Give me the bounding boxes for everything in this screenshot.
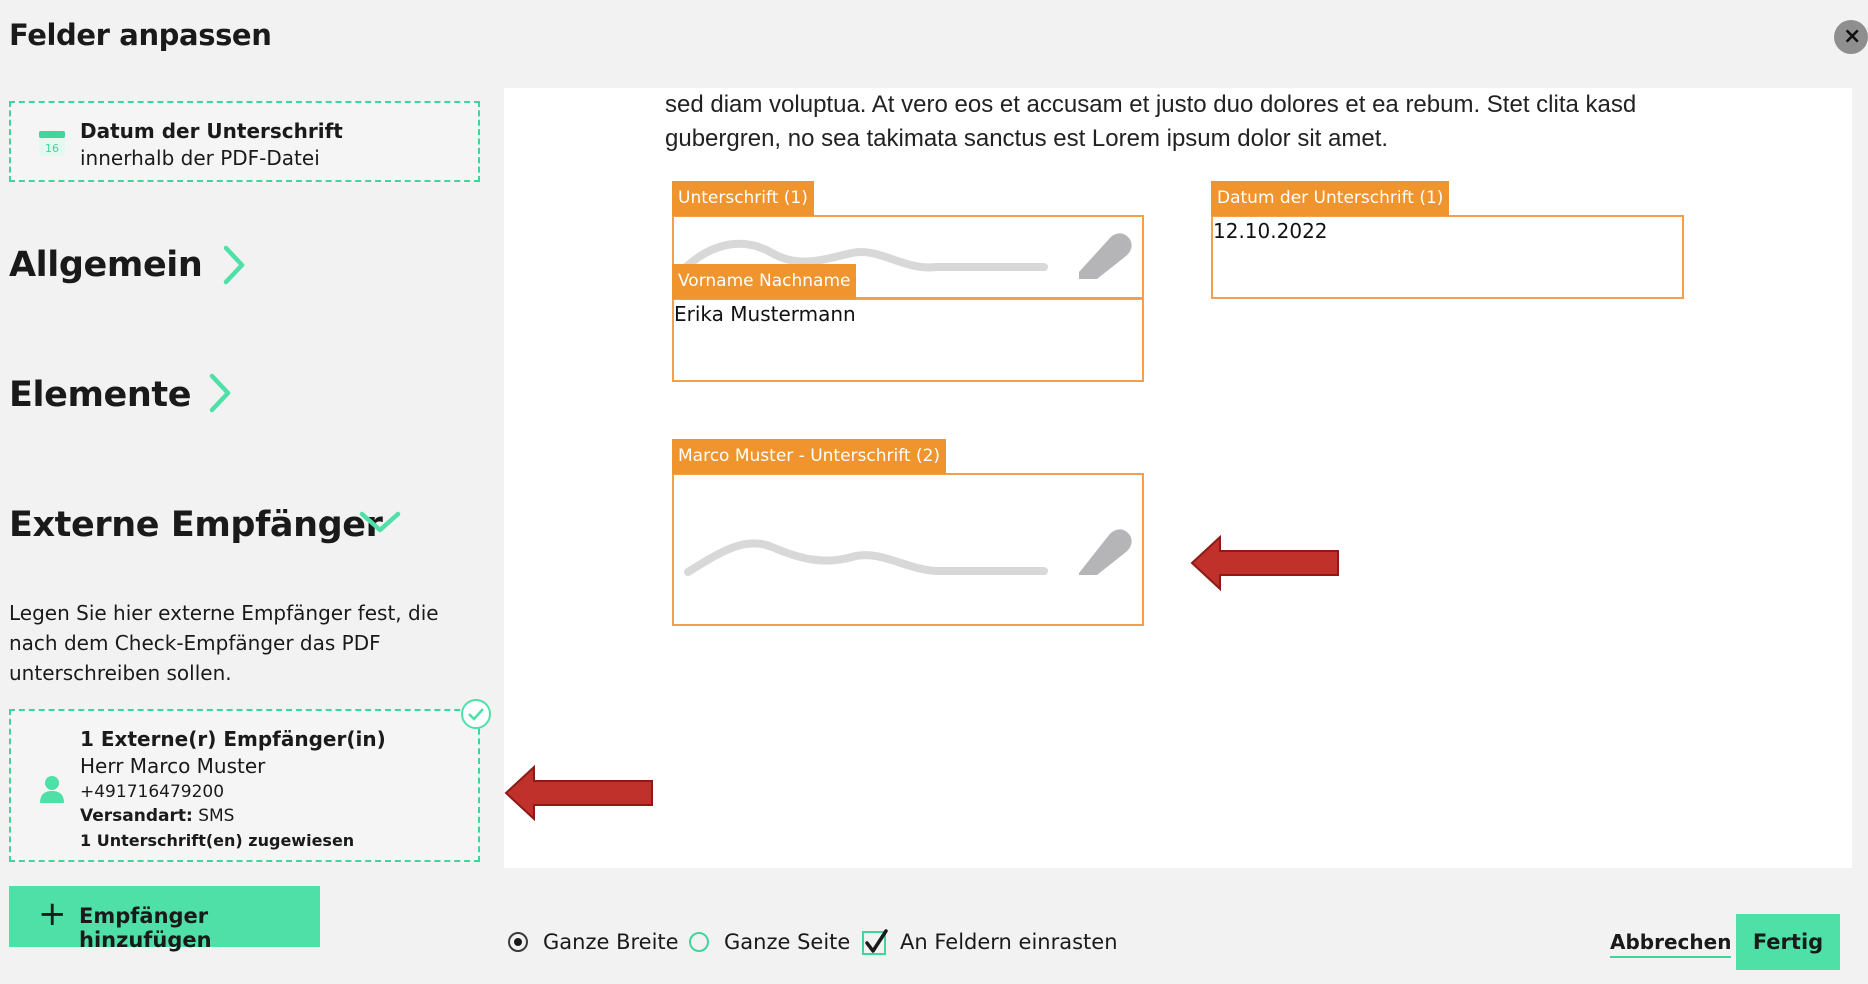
calendar-icon xyxy=(38,129,66,157)
person-icon xyxy=(38,774,66,804)
delivery-label: Versandart: xyxy=(80,806,193,826)
recipient-phone: +491716479200 xyxy=(80,782,225,802)
external-recipients-description: Legen Sie hier externe Empfänger fest, die nach dem Check-Empfänger das PDF unterschreiben sollen. xyxy=(9,601,439,685)
close-icon[interactable]: × xyxy=(1834,20,1868,54)
recipient-assigned: 1 Unterschrift(en) zugewiesen xyxy=(80,831,355,850)
signature-placeholder-icon xyxy=(674,475,1142,624)
delivery-value: SMS xyxy=(198,806,235,826)
chevron-down-icon[interactable] xyxy=(358,508,402,536)
signature-field-1-label[interactable]: Unterschrift (1) xyxy=(672,181,814,216)
dialog-title: Felder anpassen xyxy=(9,18,272,52)
recipient-delivery xyxy=(80,806,234,826)
name-field-value: Erika Mustermann xyxy=(674,302,856,326)
annotation-arrow-left-icon xyxy=(1190,533,1342,593)
done-button[interactable]: Fertig xyxy=(1736,914,1840,970)
document-preview[interactable] xyxy=(504,88,1852,868)
annotation-arrow-left-icon xyxy=(504,763,656,823)
date-field-label[interactable]: Datum der Unterschrift (1) xyxy=(1211,181,1449,216)
name-field-label[interactable]: Vorname Nachname xyxy=(672,264,856,299)
document-text: sed diam voluptua. At vero eos et accusam et justo duo dolores et ea rebum. Stet clita kasd gubergren, no sea takimata sanctus est Lorem ipsum dolor sit amet. xyxy=(665,91,1637,152)
section-allgemein[interactable]: Allgemein xyxy=(9,245,203,285)
chevron-right-icon[interactable] xyxy=(206,372,234,414)
date-element-card[interactable] xyxy=(9,101,480,182)
date-card-subtitle: innerhalb der PDF-Datei xyxy=(80,146,320,170)
plus-icon: + xyxy=(38,894,67,934)
add-recipient-label: Empfänger hinzufügen xyxy=(79,904,212,952)
checkmark-icon xyxy=(862,927,890,957)
section-externe-empfaenger[interactable]: Externe Empfänger xyxy=(9,505,383,545)
date-field-value: 12.10.2022 xyxy=(1213,219,1328,243)
signature-field-2[interactable] xyxy=(672,473,1144,626)
snap-to-fields-checkbox[interactable] xyxy=(862,931,886,955)
date-card-title: Datum der Unterschrift xyxy=(80,119,343,143)
recipient-card[interactable] xyxy=(9,709,480,862)
recipient-name: Herr Marco Muster xyxy=(80,754,266,778)
snap-to-fields-label[interactable]: An Feldern einrasten xyxy=(900,930,1118,954)
option-full-width-label[interactable]: Ganze Breite xyxy=(543,930,679,954)
add-recipient-button[interactable] xyxy=(9,886,320,952)
check-circle-icon xyxy=(460,698,492,730)
section-elemente[interactable]: Elemente xyxy=(9,375,192,415)
radio-full-width[interactable] xyxy=(508,932,528,952)
option-full-page-label[interactable]: Ganze Seite xyxy=(724,930,851,954)
signature-field-2-label[interactable]: Marco Muster - Unterschrift (2) xyxy=(672,439,946,474)
calendar-day-number: 16 xyxy=(45,142,59,155)
recipient-heading: 1 Externe(r) Empfänger(in) xyxy=(80,727,386,751)
chevron-right-icon[interactable] xyxy=(220,244,248,286)
cancel-button[interactable]: Abbrechen xyxy=(1610,930,1731,958)
radio-full-page[interactable] xyxy=(689,932,709,952)
